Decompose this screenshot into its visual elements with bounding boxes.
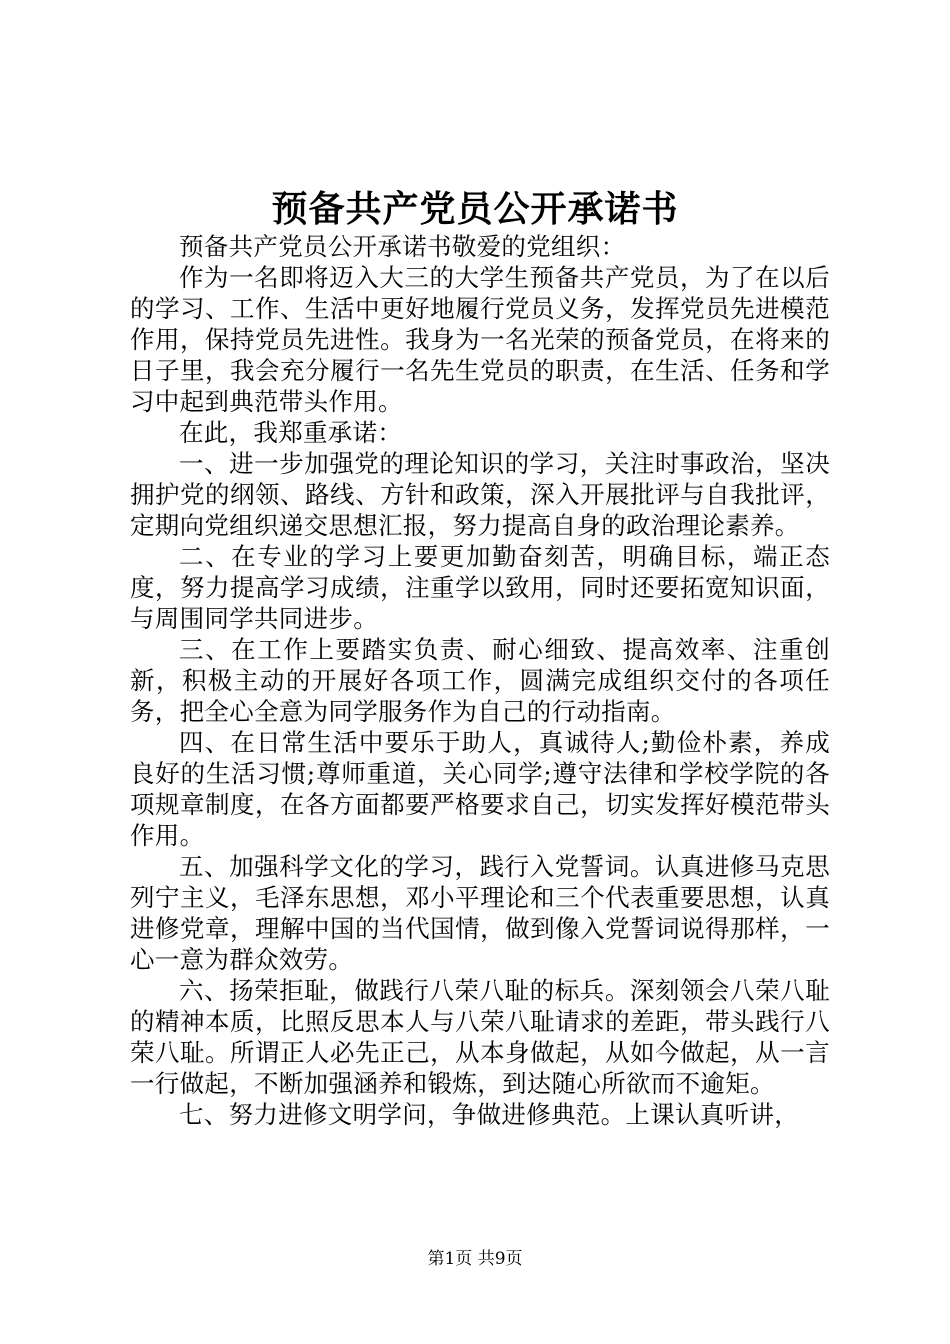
- page-number: 第1页 共9页: [427, 1249, 523, 1269]
- pledge-item-2: 二、在专业的学习上要更加勤奋刻苦，明确目标，端正态度，努力提高学习成绩，注重学以致用，同时还要拓宽知识面，与周围同学共同进步。: [130, 542, 830, 633]
- salutation-paragraph: 预备共产党员公开承诺书敬爱的党组织：: [179, 232, 626, 261]
- pledge-item-4: 四、在日常生活中要乐于助人，真诚待人;勤俭朴素，养成良好的生活习惯;尊师重道，关心同学;遵守法律和学校学院的各项规章制度，在各方面都要严格要求自己，切实发挥好模范带头作用。: [130, 728, 830, 850]
- pledge-item-1: 一、进一步加强党的理论知识的学习，关注时事政治，坚决拥护党的纲领、路线、方针和政策，深入开展批评与自我批评，定期向党组织递交思想汇报，努力提高自身的政治理论素养。: [130, 449, 830, 540]
- pledge-item-3: 三、在工作上要踏实负责、耐心细致、提高效率、注重创新，积极主动的开展好各项工作，圆满完成组织交付的各项任务，把全心全意为同学服务作为自己的行动指南。: [130, 635, 830, 726]
- pledge-lead-paragraph: 在此，我郑重承诺：: [179, 418, 403, 447]
- page-footer: [0, 1247, 950, 1271]
- intro-paragraph: 作为一名即将迈入大三的大学生预备共产党员，为了在以后的学习、工作、生活中更好地履行党员义务，发挥党员先进模范作用，保持党员先进性。我身为一名光荣的预备党员，在将来的日子里，我会充分履行一名先生党员的职责，在生活、任务和学习中起到典范带头作用。: [130, 263, 830, 416]
- pledge-item-7: 七、努力进修文明学问，争做进修典范。上课认真听讲，: [179, 1100, 799, 1129]
- document-body: [130, 231, 830, 1130]
- pledge-item-5: 五、加强科学文化的学习，践行入党誓词。认真进修马克思列宁主义，毛泽东思想，邓小平理论和三个代表重要思想，认真进修党章，理解中国的当代国情，做到像入党誓词说得那样，一心一意为群众效劳。: [130, 852, 830, 974]
- document-title: 预备共产党员公开承诺书: [271, 188, 679, 230]
- pledge-item-6: 六、扬荣拒耻，做践行八荣八耻的标兵。深刻领会八荣八耻的精神本质，比照反思本人与八荣八耻请求的差距，带头践行八荣八耻。所谓正人必先正己，从本身做起，从如今做起，从一言一行做起，不断加强涵养和锻炼，到达随心所欲而不逾矩。: [130, 976, 830, 1098]
